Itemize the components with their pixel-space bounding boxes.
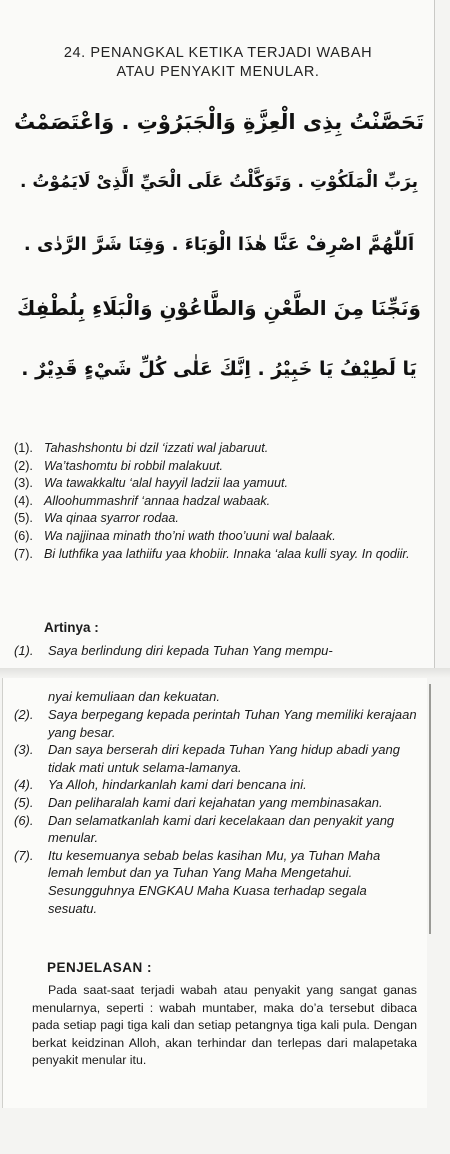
penjelasan-heading: PENJELASAN : [47,960,153,975]
item-text: Saya berlindung diri kepada Tuhan Yang mempu- [48,643,333,658]
meaning-item [14,847,419,917]
item-number: (5). [14,511,33,526]
item-number: (7). [14,847,34,863]
arabic-line-5: يَا لَطِيْفُ يَا خَبِيْرُ . اِنَّكَ عَلٰى كُلِّ شَيْءٍ قَدِيْرٌ . [21,358,417,380]
arabic-line-1: تَحَصَّنْتُ بِذِى الْعِزَّةِ وَالْجَبَرُوْتِ . وَاعْتَصَمْتُ [14,110,424,134]
meaning-list-top [14,642,419,660]
item-text: Saya berpegang kepada perintah Tuhan Yang memiliki kerajaan yang besar. [48,707,417,740]
item-text: Itu kesemuanya sebab belas kasihan Mu, ya Tuhan Maha lemah lembut dan ya Tuhan Yang Maha Mengetahui. Sesungguhnya ENGKAU Maha Kuasa terhadap segala sesuatu. [48,847,381,916]
item-text: Wa najjinaa minath tho’ni wath thoo’uuni wal balaak. [44,528,336,543]
item-number: (6). [14,812,34,828]
artinya-heading: Artinya : [44,620,99,635]
transliteration-item [14,475,414,493]
item-text: Wa tawakkaltu ‘alal hayyil ladzii laa yamuut. [44,476,289,491]
item-number: (4). [14,777,34,793]
item-number: (2). [14,458,33,473]
meaning-item [14,812,419,847]
item-text: Wa’tashomtu bi robbil malakuut. [44,458,223,473]
item-number: (7). [14,546,33,561]
transliteration-item [14,458,414,476]
transliteration-item [14,440,414,458]
item-number: (4). [14,493,33,508]
item-number: (3). [14,742,34,758]
item-number: (6). [14,528,33,543]
item-text: Ya Alloh, hindarkanlah kami dari bencana ini. [48,777,307,793]
arabic-line-4: وَنَجِّنَا مِنَ الطَّعْنِ وَالطَّاعُوْنِ وَالْبَلَاءِ بِلُطْفِكَ [17,296,421,320]
item-number: (5). [14,794,34,810]
transliteration-list [14,440,414,563]
arabic-line-3: اَللّٰهُمَّ اصْرِفْ عَنَّا هٰذَا الْوَبَاءَ . وَقِنَا شَرَّ الرَّدٰى . [23,234,415,255]
transliteration-item [14,493,414,511]
transliteration-item [14,546,414,564]
meaning-item [14,706,419,741]
item-text: Dan saya berserah diri kepada Tuhan Yang hidup abadi yang tidak mati untuk selama-lamanya. [48,742,400,775]
item-number: (3). [14,476,33,491]
item-text: Tahashshontu bi dzil ‘izzati wal jabaruut. [44,441,269,455]
transliteration-item [14,528,414,546]
page-title-line-1: 24. PENANGKAL KETIKA TERJADI WABAH [63,45,373,61]
meaning-list [14,706,419,917]
item-number: (1). [14,643,34,658]
item-text: Dan peliharalah kami dari kejahatan yang membinasakan. [48,794,383,810]
item-text: Dan selamatkanlah kami dari kecelakaan dan penyakit yang menular. [48,812,395,846]
item-number: (1). [14,441,33,455]
transliteration-item [14,510,414,528]
item-number: (2). [14,707,34,722]
penjelasan-paragraph: Pada saat-saat terjadi wabah atau penyakit yang sangat ganas menularnya, seperti : wabah muntaber, maka do’a tersebut dibaca pada setiap pagi tiga kali dan setiap petangnya tiga kali pula. Dengan berkat keidzinan Alloh, akan terhindar dan terlepas dari malapetaka penyakit menular itu. [32,983,417,1067]
item-text: Bi luthfika yaa lathiifu yaa khobiir. Innaka ‘alaa kulli syay. In qodiir. [44,546,410,561]
meaning-continuation: nyai kemuliaan dan kekuatan. [48,689,221,704]
item-text: Wa qinaa syarror rodaa. [44,511,179,526]
item-text: Alloohummashrif ‘annaa hadzal wabaak. [44,493,271,508]
meaning-item [14,741,419,776]
meaning-item [14,776,419,794]
page-title-line-2: ATAU PENYAKIT MENULAR. [116,64,320,80]
scan-fold-gap [0,668,450,678]
meaning-item [14,794,419,812]
arabic-line-2: بِرَبِّ الْمَلَكُوْتِ . وَتَوَكَّلْتُ عَلَى الْحَيِّ الَّذِىْ لَايَمُوْتُ . [19,172,419,192]
meaning-item [14,642,419,660]
